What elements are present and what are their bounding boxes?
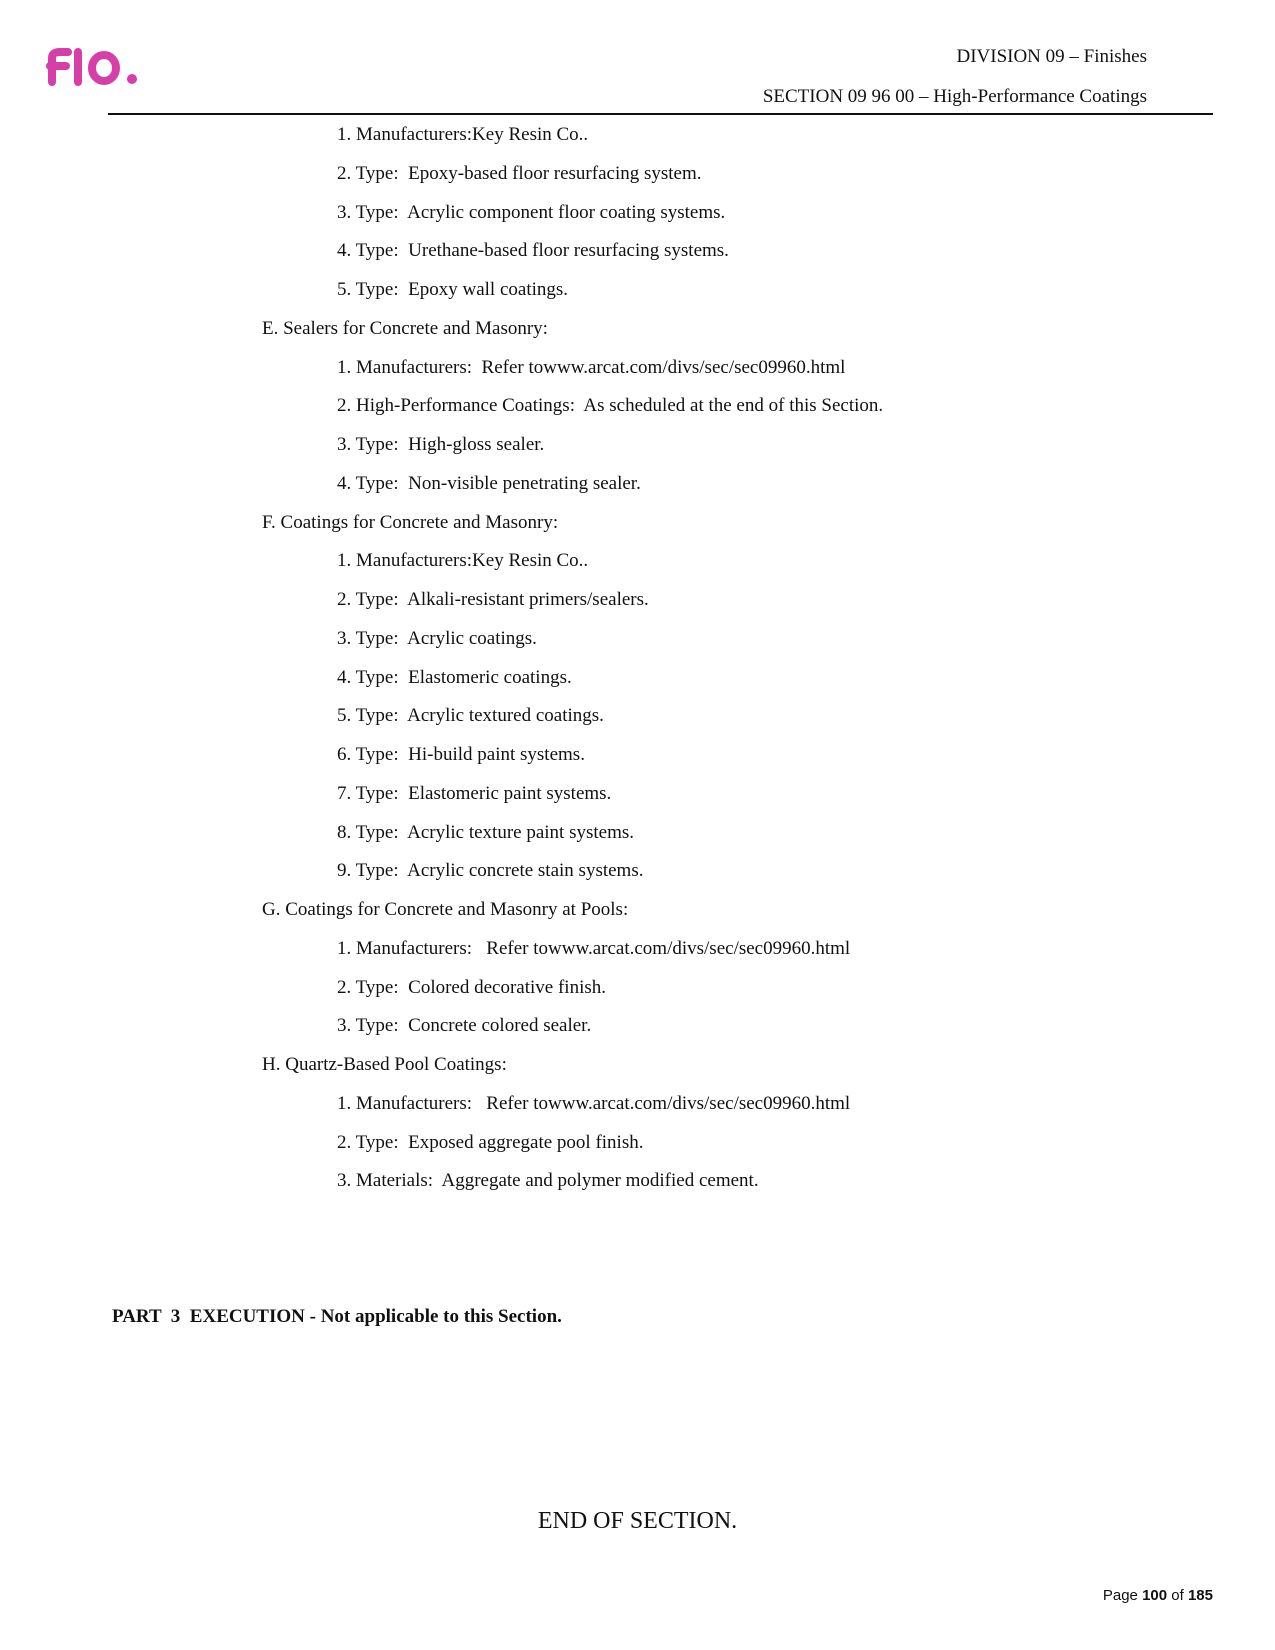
page-current: 100 (1142, 1587, 1168, 1604)
spec-list-item: 7. Type: Elastomeric paint systems. (337, 782, 612, 804)
spec-list-item: 3. Type: High-gloss sealer. (337, 434, 545, 455)
section-title: SECTION 09 96 00 – High-Performance Coatings (762, 86, 1147, 107)
spec-list-item: 5. Type: Acrylic textured coatings. (337, 705, 604, 727)
flo-logo (44, 46, 140, 86)
spec-list-item: 2. High-Performance Coatings: As scheduled at the end of this Section. (337, 395, 884, 417)
spec-subsection-heading: H. Quartz-Based Pool Coatings: (262, 1054, 507, 1075)
spec-list-item: 4. Type: Urethane-based floor resurfacing systems. (337, 240, 729, 262)
spec-list-item: 9. Type: Acrylic concrete stain systems. (337, 860, 644, 882)
page-number (1103, 1587, 1213, 1604)
spec-list-item: 1. Manufacturers: Refer towww.arcat.com/divs/sec/sec09960.html (337, 356, 846, 378)
spec-list-item: 5. Type: Epoxy wall coatings. (337, 279, 569, 300)
spec-list-item: 1. Manufacturers:Key Resin Co.. (337, 550, 589, 572)
spec-list-item: 1. Manufacturers: Refer towww.arcat.com/divs/sec/sec09960.html (337, 1092, 851, 1114)
spec-list-item: 2. Type: Alkali-resistant primers/sealers. (337, 589, 649, 610)
spec-subsection-heading: G. Coatings for Concrete and Masonry at Pools: (262, 899, 629, 920)
end-of-section: END OF SECTION. (537, 1508, 738, 1534)
spec-subsection-heading: F. Coatings for Concrete and Masonry: (262, 511, 559, 533)
spec-list-item: 3. Type: Acrylic component floor coating systems. (337, 201, 726, 223)
division-title: DIVISION 09 – Finishes (956, 46, 1147, 67)
page-of: of (1171, 1587, 1184, 1604)
page-prefix: Page (1102, 1587, 1138, 1604)
spec-list-item: 4. Type: Elastomeric coatings. (337, 666, 572, 688)
spec-list-item: 2. Type: Colored decorative finish. (337, 976, 607, 998)
spec-list-item: 3. Materials: Aggregate and polymer modified cement. (337, 1170, 759, 1192)
spec-list-item: 2. Type: Epoxy-based floor resurfacing system. (337, 162, 702, 184)
header-rule (108, 113, 1213, 115)
page-total: 185 (1187, 1587, 1213, 1604)
spec-list-item: 1. Manufacturers:Key Resin Co.. (337, 124, 589, 145)
spec-list-item: 6. Type: Hi-build paint systems. (337, 744, 585, 765)
spec-list-item: 3. Type: Acrylic coatings. (337, 627, 537, 649)
spec-subsection-heading: E. Sealers for Concrete and Masonry: (262, 317, 548, 339)
spec-list-item: 8. Type: Acrylic texture paint systems. (337, 821, 634, 843)
part-3-heading: PART 3 EXECUTION - Not applicable to this Section. (112, 1306, 562, 1327)
spec-list-item: 4. Type: Non-visible penetrating sealer. (337, 472, 641, 494)
spec-list-item: 1. Manufacturers: Refer towww.arcat.com/divs/sec/sec09960.html (337, 937, 851, 959)
spec-list-item: 2. Type: Exposed aggregate pool finish. (337, 1131, 644, 1153)
spec-list-item: 3. Type: Concrete colored sealer. (337, 1015, 592, 1037)
